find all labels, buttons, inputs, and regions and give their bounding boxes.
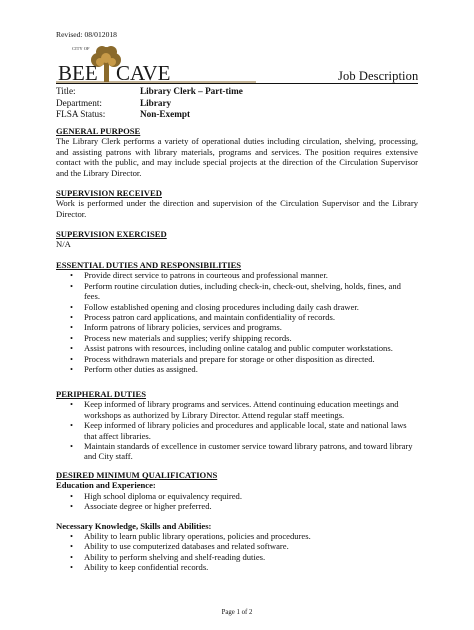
meta-label: Title: [56,86,76,96]
bullet-icon: • [70,541,74,552]
bullet-icon: • [70,312,74,323]
list-item: • Associate degree or higher preferred. [70,501,212,512]
svg-text:CAVE: CAVE [116,61,171,84]
meta-value: Library [140,97,172,108]
list-item: • Inform patrons of library policies, services and programs. [70,322,282,333]
list-item: • Keep informed of library programs and services. Attend continuing education meetings and workshops as authorized by Library Director. Attend regular staff meetings. [70,399,399,420]
peripheral-duties-section [56,389,418,462]
education-heading: Education and Experience: [56,480,156,491]
bullet-icon: • [70,301,74,312]
svg-text:CITY OF: CITY OF [72,46,90,51]
meta-flsa-row [56,109,243,121]
section-heading: SUPERVISION EXERCISED [56,229,167,239]
ksa-list [56,531,418,573]
meta-value: Library Clerk – Part-time [140,86,243,96]
list-item: • Follow established opening and closing procedures including daily cash drawer. [70,301,359,312]
list-item: • Provide direct service to patrons in courteous and professional manner. [70,270,328,281]
svg-text:BEE: BEE [58,61,98,84]
list-item: • Keep informed of library policies and procedures and applicable local, state and national laws that affect libraries. [70,420,407,441]
job-description-title: Job Description [338,69,419,83]
bullet-icon: • [70,270,74,281]
supervision-received-section [56,188,418,219]
job-meta [56,86,243,121]
meta-title-row [56,86,243,98]
bullet-icon: • [70,490,74,501]
meta-label: Department: [56,97,102,108]
revised-date: Revised: 08/012018 [56,30,117,39]
list-item: • Perform routine circulation duties, including check-in, check-out, shelving, holds, fines, and fees. [70,280,401,302]
peripheral-duties-list [56,399,418,461]
bullet-icon: • [70,551,74,562]
bullet-icon: • [70,501,74,512]
list-item: • Process new materials and supplies; verify shipping records. [70,332,292,343]
list-item: • Maintain standards of excellence in customer service toward library patrons, and toward library and City staff. [70,441,413,462]
section-heading: PERIPHERAL DUTIES [56,389,147,399]
section-text: N/A [56,239,71,250]
bullet-icon: • [70,332,74,343]
essential-duties-list [56,270,418,374]
list-item: • Ability to learn public library operations, policies and procedures. [70,531,311,542]
education-list [56,491,418,512]
section-text: The Library Clerk performs a variety of operational duties including circulation, shelving, processing, and assisting patrons with library materials, programs and services. The position requires extensive contact with the public, and may include special projects at the direction of the Circulation Supervisor and the Library Director. [56,136,418,178]
bullet-icon: • [70,441,74,452]
essential-duties-section [56,260,418,374]
list-item: • Perform other duties as assigned. [70,364,198,375]
list-item: • Ability to keep confidential records. [70,562,209,573]
section-heading: ESSENTIAL DUTIES AND RESPONSIBILITIES [56,260,242,270]
meta-label: FLSA Status: [56,109,106,120]
section-heading: SUPERVISION RECEIVED [56,188,162,198]
list-item: • Ability to use computerized databases and related software. [70,541,289,552]
header-divider [56,83,418,84]
bullet-icon: • [70,343,74,354]
section-text: Work is performed under the direction and supervision of the Circulation Supervisor and the Library Director. [56,198,418,219]
list-item: • Assist patrons with resources, including online catalog and public computer workstations. [70,343,393,354]
meta-department-row [56,98,243,110]
section-heading: DESIRED MINIMUM QUALIFICATIONS [56,470,218,480]
page-number: Page 1 of 2 [221,609,253,616]
list-item: • Ability to perform shelving and shelf-reading duties. [70,551,266,562]
bullet-icon: • [70,531,74,542]
bullet-icon: • [70,364,74,375]
qualifications-section [56,470,418,573]
bullet-icon: • [70,353,74,364]
bullet-icon: • [70,420,74,431]
list-item: • Process patron card applications, and maintain confidentiality of records. [70,312,336,323]
list-item: • High school diploma or equivalency required. [70,490,242,501]
bullet-icon: • [70,399,74,410]
bullet-icon: • [70,562,74,573]
bullet-icon: • [70,322,74,333]
section-heading: GENERAL PURPOSE [56,126,141,136]
ksa-heading: Necessary Knowledge, Skills and Abilities: [56,520,212,531]
supervision-exercised-section [56,229,418,250]
bee-cave-logo [56,44,256,84]
general-purpose-section [56,126,418,178]
list-item: • Process withdrawn materials and prepare for storage or other disposition as directed. [70,353,375,364]
bullet-icon: • [70,280,74,291]
meta-value: Non-Exempt [140,109,191,120]
